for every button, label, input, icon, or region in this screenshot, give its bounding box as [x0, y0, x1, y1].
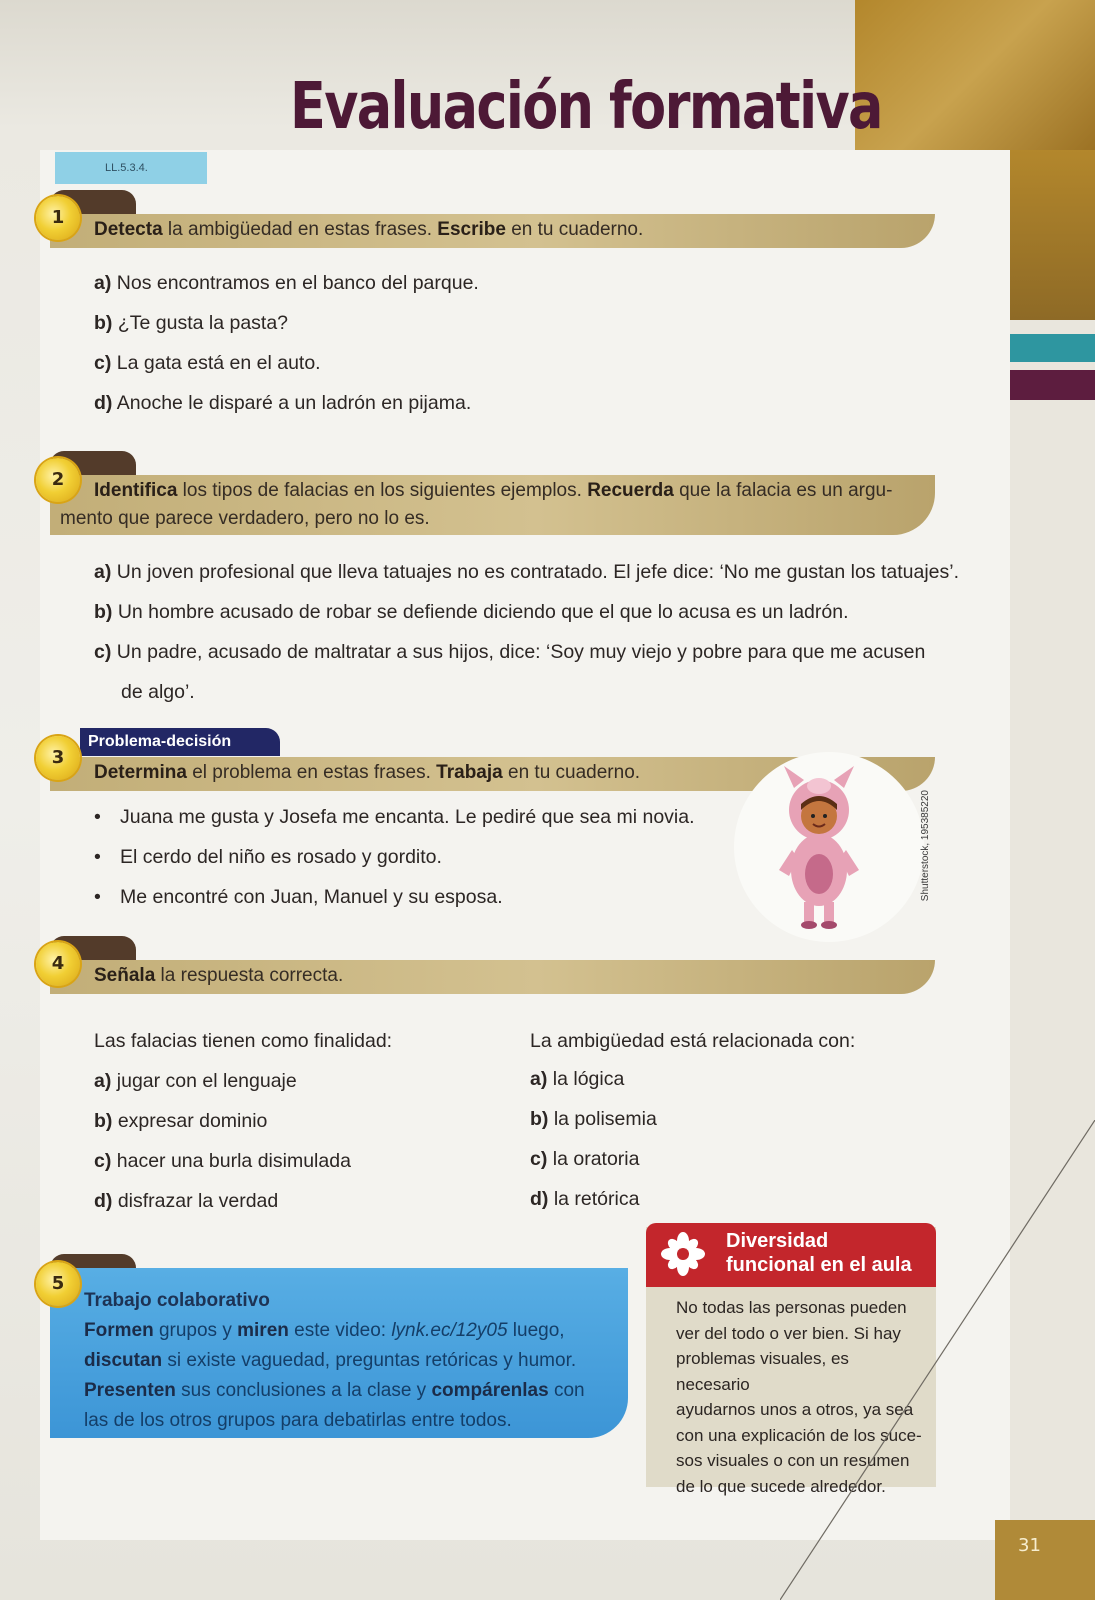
section-4-instruction	[50, 960, 935, 994]
problem-decision-tab: Problema-decisión	[80, 728, 280, 756]
text-run: sus conclusiones a la clase y	[175, 1380, 432, 1401]
item-text: la lógica	[552, 1068, 625, 1090]
item-letter: c)	[94, 1150, 112, 1172]
item-text: disfrazar la verdad	[117, 1190, 279, 1212]
section-number-4: 4	[36, 942, 80, 986]
flower-icon	[660, 1231, 706, 1277]
item-text: jugar con el lenguaje	[116, 1070, 297, 1092]
text-run: lynk.ec/12y05	[391, 1320, 508, 1341]
option-item	[530, 1148, 639, 1171]
question-fallacies: Las falacias tienen como finalidad:	[94, 1030, 393, 1052]
section-2-instruction-line1	[94, 477, 935, 505]
item-letter: b)	[530, 1108, 549, 1130]
page-number-box	[995, 1520, 1095, 1600]
page-title: Evaluación formativa	[290, 70, 882, 144]
item-text: Anoche le disparé a un ladrón en pijama.	[116, 392, 472, 414]
text-run: si existe vaguedad, preguntas retóricas y humor.	[162, 1350, 577, 1371]
text-run: discutan	[84, 1350, 163, 1371]
text-run: Identifica	[94, 480, 178, 501]
list-item	[94, 352, 321, 375]
pig-costume-illustration	[734, 752, 924, 942]
item-letter: c)	[94, 641, 112, 663]
side-decoration	[1010, 150, 1095, 320]
option-item	[94, 1110, 267, 1133]
image-credit: Shutterstock, 195385220	[920, 790, 931, 902]
item-text: ¿Te gusta la pasta?	[117, 312, 289, 334]
item-text: Nos encontramos en el banco del parque.	[116, 272, 479, 294]
item-text: hacer una burla disimulada	[116, 1150, 351, 1172]
item-letter: a)	[530, 1068, 548, 1090]
collaborative-line	[84, 1376, 610, 1406]
text-run: la respuesta correcta.	[155, 965, 344, 986]
option-item	[94, 1190, 278, 1213]
list-item	[94, 561, 959, 584]
item-letter: b)	[94, 1110, 113, 1132]
list-item	[121, 681, 195, 704]
list-item	[94, 312, 288, 335]
diversity-line: con una explicación de los suce-	[676, 1425, 922, 1445]
text-run: Presenten	[84, 1380, 176, 1401]
diversity-line: ayudarnos unos a otros, ya sea	[676, 1400, 914, 1419]
curriculum-code	[55, 152, 207, 184]
collaborative-work-box	[50, 1268, 628, 1438]
item-text: Un hombre acusado de robar se defiende diciendo que el que lo acusa es un ladrón.	[117, 601, 849, 623]
text-run: los tipos de falacias en los siguientes ejemplos.	[177, 480, 588, 501]
text-run: Escribe	[437, 219, 506, 240]
side-stripe-purple	[1008, 370, 1095, 400]
section-number-2: 2	[36, 458, 80, 502]
section-number-5: 5	[36, 1262, 80, 1306]
question-ambiguity: La ambigüedad está relacionada con:	[530, 1030, 856, 1052]
collaborative-work-text	[84, 1316, 610, 1436]
option-item	[530, 1068, 624, 1091]
text-run: compárenlas	[431, 1380, 549, 1401]
text-run: con	[548, 1380, 585, 1401]
page-number: 31	[1018, 1535, 1041, 1556]
item-text: la retórica	[553, 1188, 640, 1210]
diversity-title-line1: Diversidad	[726, 1230, 829, 1252]
text-run: la ambigüedad en estas frases.	[162, 219, 438, 240]
item-letter: b)	[94, 601, 113, 623]
diversity-line: ver del todo o ver bien. Si hay	[676, 1323, 901, 1343]
text-run: que la falacia es un argu-	[673, 480, 893, 501]
collaborative-work-title: Trabajo colaborativo	[84, 1290, 270, 1311]
section-number-3: 3	[36, 736, 80, 780]
list-item	[94, 601, 849, 624]
section-2-instruction	[50, 475, 935, 535]
text-run: este video:	[288, 1320, 392, 1341]
item-letter: a)	[94, 1070, 112, 1092]
item-letter: d)	[94, 392, 113, 414]
item-text: de algo’.	[121, 681, 195, 703]
item-text: la polisemia	[553, 1108, 657, 1130]
diversity-line: sos visuales o con un resumen	[676, 1451, 910, 1470]
item-letter: a)	[94, 272, 112, 294]
bullet-item: • El cerdo del niño es rosado y gordito.	[120, 846, 442, 869]
item-text: la oratoria	[552, 1148, 640, 1170]
item-letter: c)	[94, 352, 112, 374]
list-item	[94, 641, 925, 664]
list-item	[94, 272, 479, 295]
side-stripe-teal	[1008, 334, 1095, 362]
text-run: las de los otros grupos para debatirlas entre todos.	[84, 1410, 512, 1431]
text-run: luego,	[507, 1320, 565, 1341]
option-item	[94, 1070, 297, 1093]
item-text: Un joven profesional que lleva tatuajes no es contratado. El jefe dice: ‘No me gustan los tatuajes’.	[116, 561, 960, 583]
diversity-line: de lo que sucede alrededor.	[676, 1476, 886, 1496]
section-2-instruction-line2: mento que parece verdadero, pero no lo es.	[60, 508, 430, 529]
item-letter: d)	[94, 1190, 113, 1212]
text-run: miren	[237, 1320, 289, 1341]
item-letter: b)	[94, 312, 113, 334]
text-run: grupos y	[153, 1320, 238, 1341]
section-1-instruction	[50, 214, 935, 248]
text-run: en tu cuaderno.	[502, 762, 641, 783]
pig-costume-child-image	[734, 752, 924, 942]
text-run: Detecta	[94, 219, 163, 240]
text-run: Formen	[84, 1320, 154, 1341]
list-item	[94, 392, 471, 415]
collaborative-line	[84, 1406, 610, 1436]
curriculum-code-text: LL.5.3.4.	[105, 162, 148, 174]
option-item	[94, 1150, 351, 1173]
text-run: Recuerda	[587, 480, 674, 501]
option-item	[530, 1188, 639, 1211]
text-run: el problema en estas frases.	[186, 762, 437, 783]
option-item	[530, 1108, 657, 1131]
collaborative-line	[84, 1346, 610, 1376]
item-letter: d)	[530, 1188, 549, 1210]
diversity-title-line2: funcional en el aula	[726, 1254, 912, 1276]
text-run: Trabaja	[436, 762, 503, 783]
text-run: en tu cuaderno.	[505, 219, 644, 240]
collaborative-line	[84, 1316, 610, 1346]
item-letter: a)	[94, 561, 112, 583]
bullet-item: • Me encontré con Juan, Manuel y su esposa.	[120, 886, 503, 909]
corner-decoration	[855, 0, 1095, 150]
item-text: expresar dominio	[117, 1110, 268, 1132]
text-run: Señala	[94, 965, 156, 986]
diversity-line: No todas las personas pueden	[676, 1298, 907, 1317]
item-letter: c)	[530, 1148, 548, 1170]
text-run: Determina	[94, 762, 187, 783]
item-text: Un padre, acusado de maltratar a sus hijos, dice: ‘Soy muy viejo y pobre para que me acusen	[116, 641, 926, 663]
section-number-1: 1	[36, 196, 80, 240]
item-text: La gata está en el auto.	[116, 352, 321, 374]
bullet-item: • Juana me gusta y Josefa me encanta. Le pediré que sea mi novia.	[120, 806, 695, 829]
diversity-line: problemas visuales, es necesario	[676, 1349, 849, 1394]
